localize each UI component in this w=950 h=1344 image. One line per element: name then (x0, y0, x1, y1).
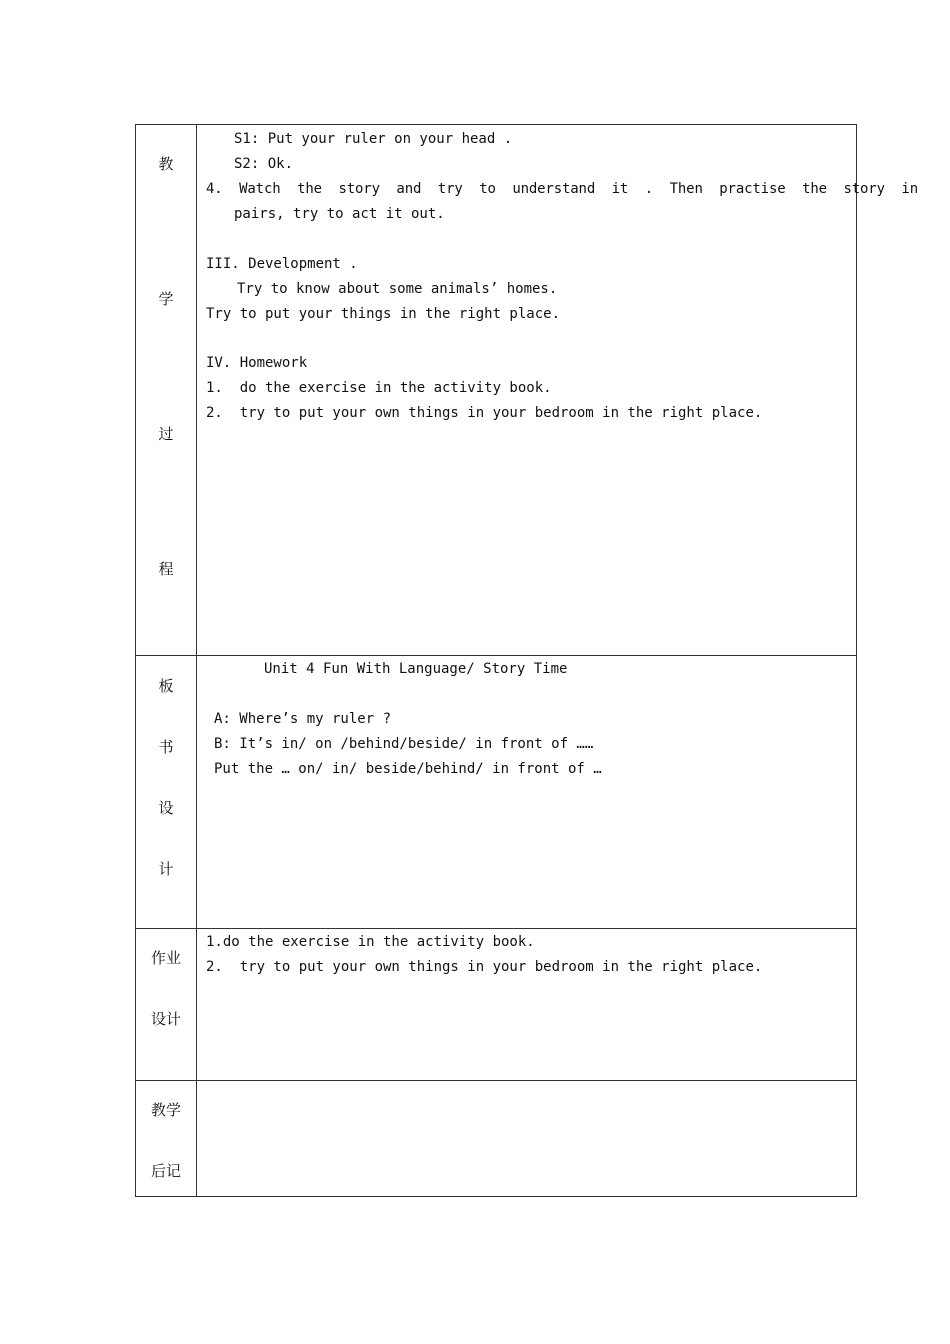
lesson-plan-table (135, 124, 918, 1197)
text-line: B: It’s in/ on /behind/beside/ in front of …… (214, 736, 594, 752)
content-reflection (197, 1081, 857, 1197)
text-line: 2. try to put your own things in your bedroom in the right place. (206, 405, 763, 421)
content-homework-design (197, 929, 857, 1081)
content-board-design (197, 656, 857, 929)
label-char: 设计 (150, 1010, 181, 1028)
text-line: pairs, try to act it out. (234, 206, 445, 222)
text-line: S2: Ok. (234, 156, 294, 172)
text-line: Try to know about some animals’ homes. (237, 281, 558, 297)
label-char: 后记 (150, 1162, 181, 1180)
text-line: 1. do the exercise in the activity book. (206, 380, 552, 396)
label-char: 设 (158, 799, 174, 817)
section-heading: IV. Homework (206, 355, 308, 371)
row-teaching-process (136, 125, 857, 656)
text-line: 4. Watch the story and try to understand it . Then practise the story in (206, 181, 918, 197)
section-heading: III. Development . (206, 256, 358, 272)
label-char: 教学 (150, 1101, 181, 1119)
label-char: 教 (158, 155, 174, 173)
board-title: Unit 4 Fun With Language/ Story Time (264, 661, 568, 677)
label-homework-design (136, 929, 197, 1081)
label-char: 计 (158, 860, 174, 878)
row-reflection (136, 1081, 857, 1197)
label-char: 程 (158, 560, 174, 578)
label-char: 作业 (150, 949, 181, 967)
label-board-design (136, 656, 197, 929)
text-line: S1: Put your ruler on your head . (234, 131, 513, 147)
label-char: 学 (158, 290, 174, 308)
label-char: 过 (158, 425, 174, 443)
text-line: Put the … on/ in/ beside/behind/ in front of … (214, 761, 602, 777)
row-board-design (136, 656, 857, 929)
text-line: 2. try to put your own things in your bedroom in the right place. (206, 959, 763, 975)
row-homework-design (136, 929, 857, 1081)
text-line: A: Where’s my ruler ? (214, 711, 392, 727)
label-char: 书 (158, 738, 174, 756)
label-reflection (136, 1081, 197, 1197)
text-line: 1.do the exercise in the activity book. (206, 934, 535, 950)
content-teaching-process (197, 125, 918, 656)
label-char: 板 (158, 677, 174, 695)
label-teaching-process (136, 125, 197, 656)
text-line: Try to put your things in the right place. (206, 306, 561, 322)
